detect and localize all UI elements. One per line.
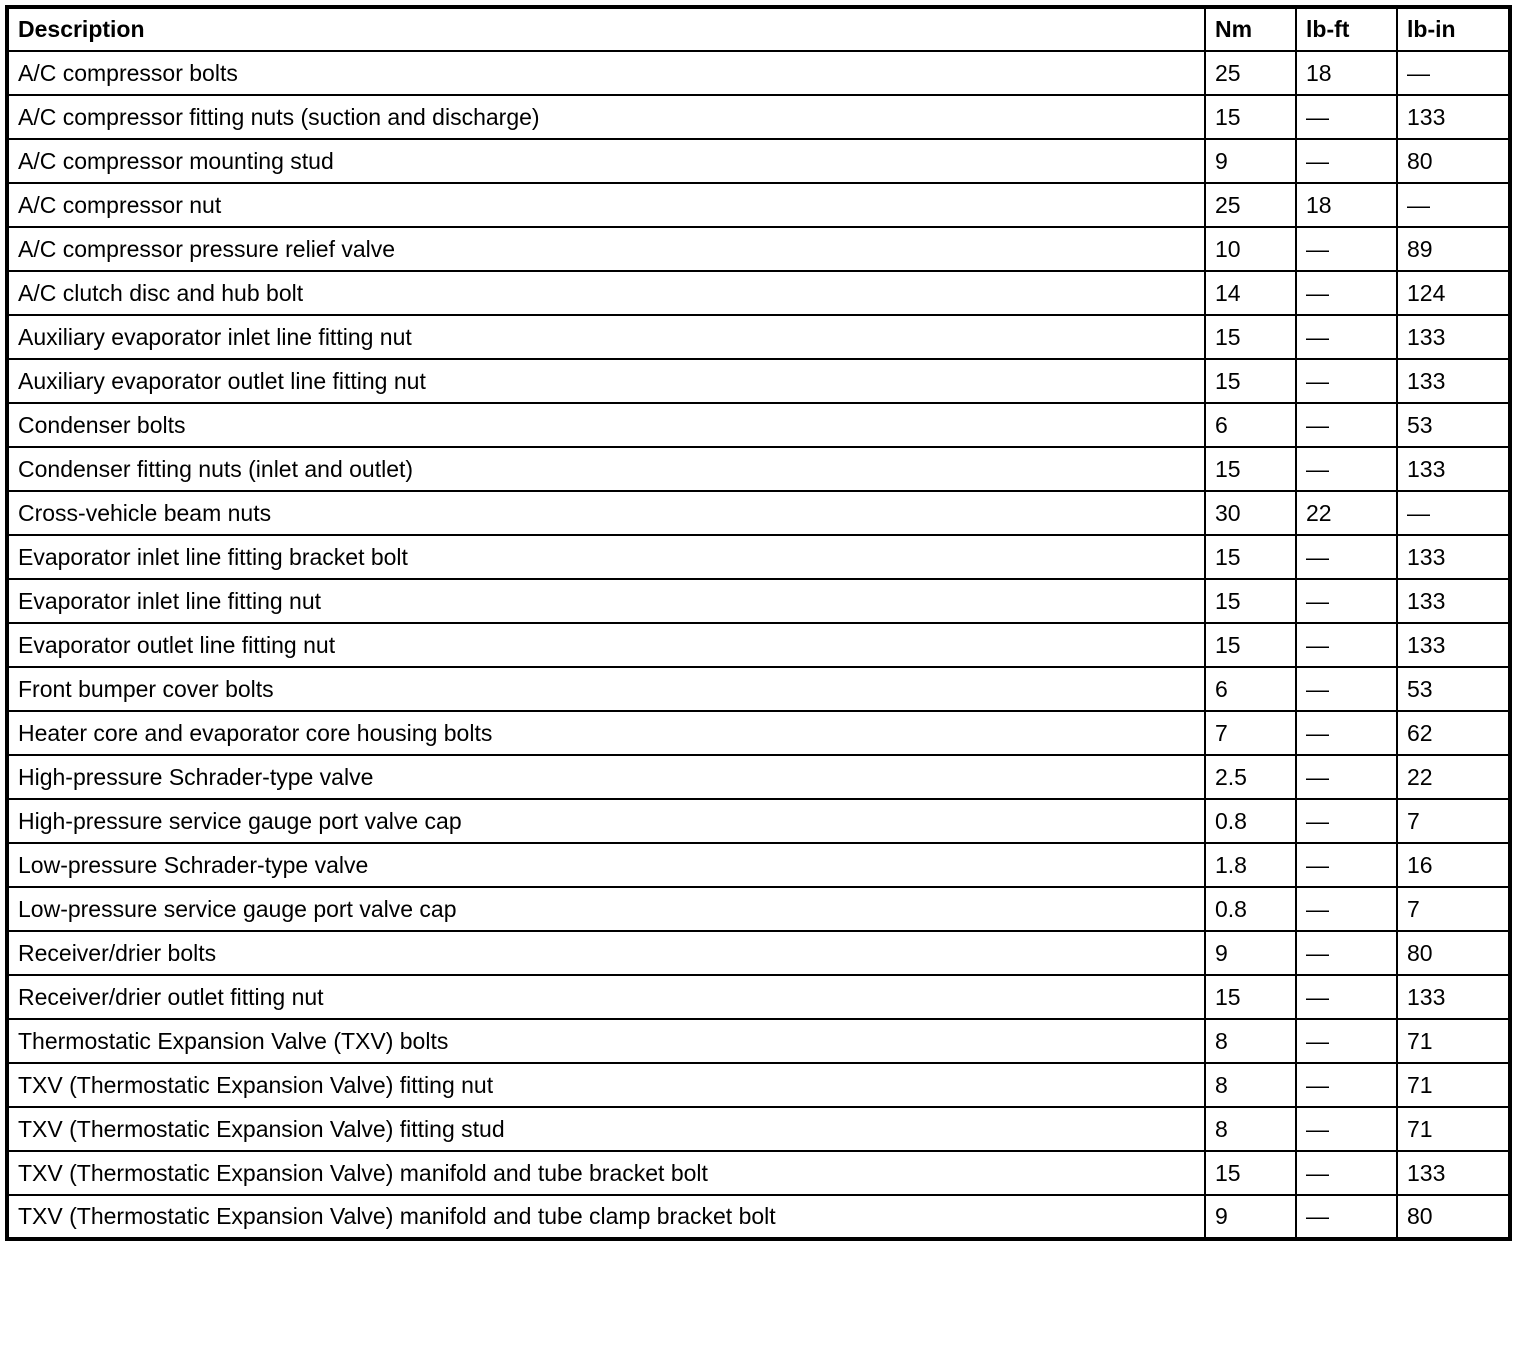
column-header-lb-ft: lb-ft	[1296, 7, 1397, 51]
lb-in-cell: 16	[1397, 843, 1510, 887]
description-cell: Front bumper cover bolts	[7, 667, 1205, 711]
description-cell: Receiver/drier outlet fitting nut	[7, 975, 1205, 1019]
lb-ft-cell: —	[1296, 95, 1397, 139]
lb-ft-cell: —	[1296, 227, 1397, 271]
description-cell: A/C compressor fitting nuts (suction and discharge)	[7, 95, 1205, 139]
description-cell: TXV (Thermostatic Expansion Valve) fitting stud	[7, 1107, 1205, 1151]
lb-in-cell: 62	[1397, 711, 1510, 755]
table-row	[7, 359, 1510, 403]
nm-cell: 9	[1205, 931, 1296, 975]
nm-cell: 15	[1205, 535, 1296, 579]
description-cell: A/C compressor bolts	[7, 51, 1205, 95]
description-cell: TXV (Thermostatic Expansion Valve) manifold and tube clamp bracket bolt	[7, 1195, 1205, 1239]
table-row	[7, 579, 1510, 623]
table-row	[7, 447, 1510, 491]
lb-in-cell: —	[1397, 491, 1510, 535]
description-cell: Evaporator outlet line fitting nut	[7, 623, 1205, 667]
torque-specifications-table	[5, 5, 1512, 1241]
table-row	[7, 1063, 1510, 1107]
description-cell: Receiver/drier bolts	[7, 931, 1205, 975]
table-header-row	[7, 7, 1510, 51]
table-row	[7, 667, 1510, 711]
description-cell: TXV (Thermostatic Expansion Valve) fitting nut	[7, 1063, 1205, 1107]
description-cell: Cross-vehicle beam nuts	[7, 491, 1205, 535]
description-cell: A/C compressor nut	[7, 183, 1205, 227]
lb-ft-cell: —	[1296, 755, 1397, 799]
lb-in-cell: 133	[1397, 359, 1510, 403]
nm-cell: 10	[1205, 227, 1296, 271]
nm-cell: 15	[1205, 315, 1296, 359]
lb-ft-cell: —	[1296, 623, 1397, 667]
lb-in-cell: 53	[1397, 667, 1510, 711]
table-row	[7, 403, 1510, 447]
lb-in-cell: 80	[1397, 931, 1510, 975]
nm-cell: 6	[1205, 667, 1296, 711]
description-cell: High-pressure Schrader-type valve	[7, 755, 1205, 799]
table-row	[7, 755, 1510, 799]
table-row	[7, 271, 1510, 315]
table-row	[7, 931, 1510, 975]
table-row	[7, 1107, 1510, 1151]
lb-ft-cell: —	[1296, 843, 1397, 887]
description-cell: Heater core and evaporator core housing bolts	[7, 711, 1205, 755]
table-row	[7, 1151, 1510, 1195]
nm-cell: 15	[1205, 1151, 1296, 1195]
description-cell: Thermostatic Expansion Valve (TXV) bolts	[7, 1019, 1205, 1063]
nm-cell: 8	[1205, 1063, 1296, 1107]
lb-ft-cell: 22	[1296, 491, 1397, 535]
nm-cell: 25	[1205, 51, 1296, 95]
lb-ft-cell: —	[1296, 1019, 1397, 1063]
lb-in-cell: 80	[1397, 139, 1510, 183]
column-header-description: Description	[7, 7, 1205, 51]
table-row	[7, 139, 1510, 183]
description-cell: Auxiliary evaporator inlet line fitting nut	[7, 315, 1205, 359]
nm-cell: 6	[1205, 403, 1296, 447]
lb-in-cell: 7	[1397, 887, 1510, 931]
nm-cell: 7	[1205, 711, 1296, 755]
lb-ft-cell: —	[1296, 711, 1397, 755]
description-cell: Evaporator inlet line fitting bracket bolt	[7, 535, 1205, 579]
nm-cell: 15	[1205, 579, 1296, 623]
table-row	[7, 227, 1510, 271]
nm-cell: 15	[1205, 975, 1296, 1019]
lb-ft-cell: —	[1296, 931, 1397, 975]
lb-in-cell: 71	[1397, 1107, 1510, 1151]
lb-ft-cell: —	[1296, 535, 1397, 579]
nm-cell: 0.8	[1205, 887, 1296, 931]
lb-ft-cell: —	[1296, 799, 1397, 843]
description-cell: TXV (Thermostatic Expansion Valve) manifold and tube bracket bolt	[7, 1151, 1205, 1195]
lb-ft-cell: —	[1296, 447, 1397, 491]
nm-cell: 30	[1205, 491, 1296, 535]
description-cell: Condenser fitting nuts (inlet and outlet)	[7, 447, 1205, 491]
lb-ft-cell: —	[1296, 403, 1397, 447]
description-cell: A/C compressor mounting stud	[7, 139, 1205, 183]
nm-cell: 25	[1205, 183, 1296, 227]
lb-ft-cell: 18	[1296, 183, 1397, 227]
description-cell: Evaporator inlet line fitting nut	[7, 579, 1205, 623]
table-row	[7, 51, 1510, 95]
column-header-lb-in: lb-in	[1397, 7, 1510, 51]
lb-ft-cell: —	[1296, 1063, 1397, 1107]
nm-cell: 1.8	[1205, 843, 1296, 887]
table-row	[7, 711, 1510, 755]
table-row	[7, 1195, 1510, 1239]
nm-cell: 0.8	[1205, 799, 1296, 843]
nm-cell: 9	[1205, 1195, 1296, 1239]
lb-ft-cell: —	[1296, 1151, 1397, 1195]
column-header-nm: Nm	[1205, 7, 1296, 51]
lb-ft-cell: —	[1296, 271, 1397, 315]
table-row	[7, 843, 1510, 887]
table-row	[7, 491, 1510, 535]
lb-ft-cell: —	[1296, 975, 1397, 1019]
lb-in-cell: 71	[1397, 1019, 1510, 1063]
nm-cell: 15	[1205, 359, 1296, 403]
lb-in-cell: 133	[1397, 623, 1510, 667]
table-row	[7, 1019, 1510, 1063]
lb-in-cell: 124	[1397, 271, 1510, 315]
lb-in-cell: —	[1397, 183, 1510, 227]
lb-in-cell: 133	[1397, 975, 1510, 1019]
description-cell: Low-pressure Schrader-type valve	[7, 843, 1205, 887]
lb-in-cell: 53	[1397, 403, 1510, 447]
nm-cell: 9	[1205, 139, 1296, 183]
lb-ft-cell: —	[1296, 1195, 1397, 1239]
lb-in-cell: 7	[1397, 799, 1510, 843]
description-cell: Condenser bolts	[7, 403, 1205, 447]
lb-in-cell: 89	[1397, 227, 1510, 271]
lb-in-cell: 133	[1397, 447, 1510, 491]
nm-cell: 15	[1205, 447, 1296, 491]
description-cell: A/C compressor pressure relief valve	[7, 227, 1205, 271]
nm-cell: 8	[1205, 1107, 1296, 1151]
table-row	[7, 623, 1510, 667]
nm-cell: 15	[1205, 95, 1296, 139]
description-cell: Low-pressure service gauge port valve cap	[7, 887, 1205, 931]
lb-in-cell: 133	[1397, 535, 1510, 579]
nm-cell: 14	[1205, 271, 1296, 315]
lb-ft-cell: 18	[1296, 51, 1397, 95]
table-row	[7, 975, 1510, 1019]
nm-cell: 8	[1205, 1019, 1296, 1063]
description-cell: A/C clutch disc and hub bolt	[7, 271, 1205, 315]
lb-in-cell: 133	[1397, 1151, 1510, 1195]
lb-in-cell: 133	[1397, 95, 1510, 139]
table-row	[7, 887, 1510, 931]
lb-ft-cell: —	[1296, 359, 1397, 403]
table-row	[7, 535, 1510, 579]
table-body	[7, 51, 1510, 1239]
lb-ft-cell: —	[1296, 887, 1397, 931]
table-row	[7, 183, 1510, 227]
table-row	[7, 95, 1510, 139]
nm-cell: 2.5	[1205, 755, 1296, 799]
lb-in-cell: 133	[1397, 315, 1510, 359]
lb-in-cell: 71	[1397, 1063, 1510, 1107]
nm-cell: 15	[1205, 623, 1296, 667]
description-cell: High-pressure service gauge port valve cap	[7, 799, 1205, 843]
table-row	[7, 315, 1510, 359]
description-cell: Auxiliary evaporator outlet line fitting nut	[7, 359, 1205, 403]
lb-in-cell: 22	[1397, 755, 1510, 799]
lb-ft-cell: —	[1296, 579, 1397, 623]
lb-ft-cell: —	[1296, 315, 1397, 359]
lb-ft-cell: —	[1296, 667, 1397, 711]
lb-in-cell: 80	[1397, 1195, 1510, 1239]
table-row	[7, 799, 1510, 843]
lb-ft-cell: —	[1296, 139, 1397, 183]
lb-in-cell: 133	[1397, 579, 1510, 623]
lb-in-cell: —	[1397, 51, 1510, 95]
lb-ft-cell: —	[1296, 1107, 1397, 1151]
